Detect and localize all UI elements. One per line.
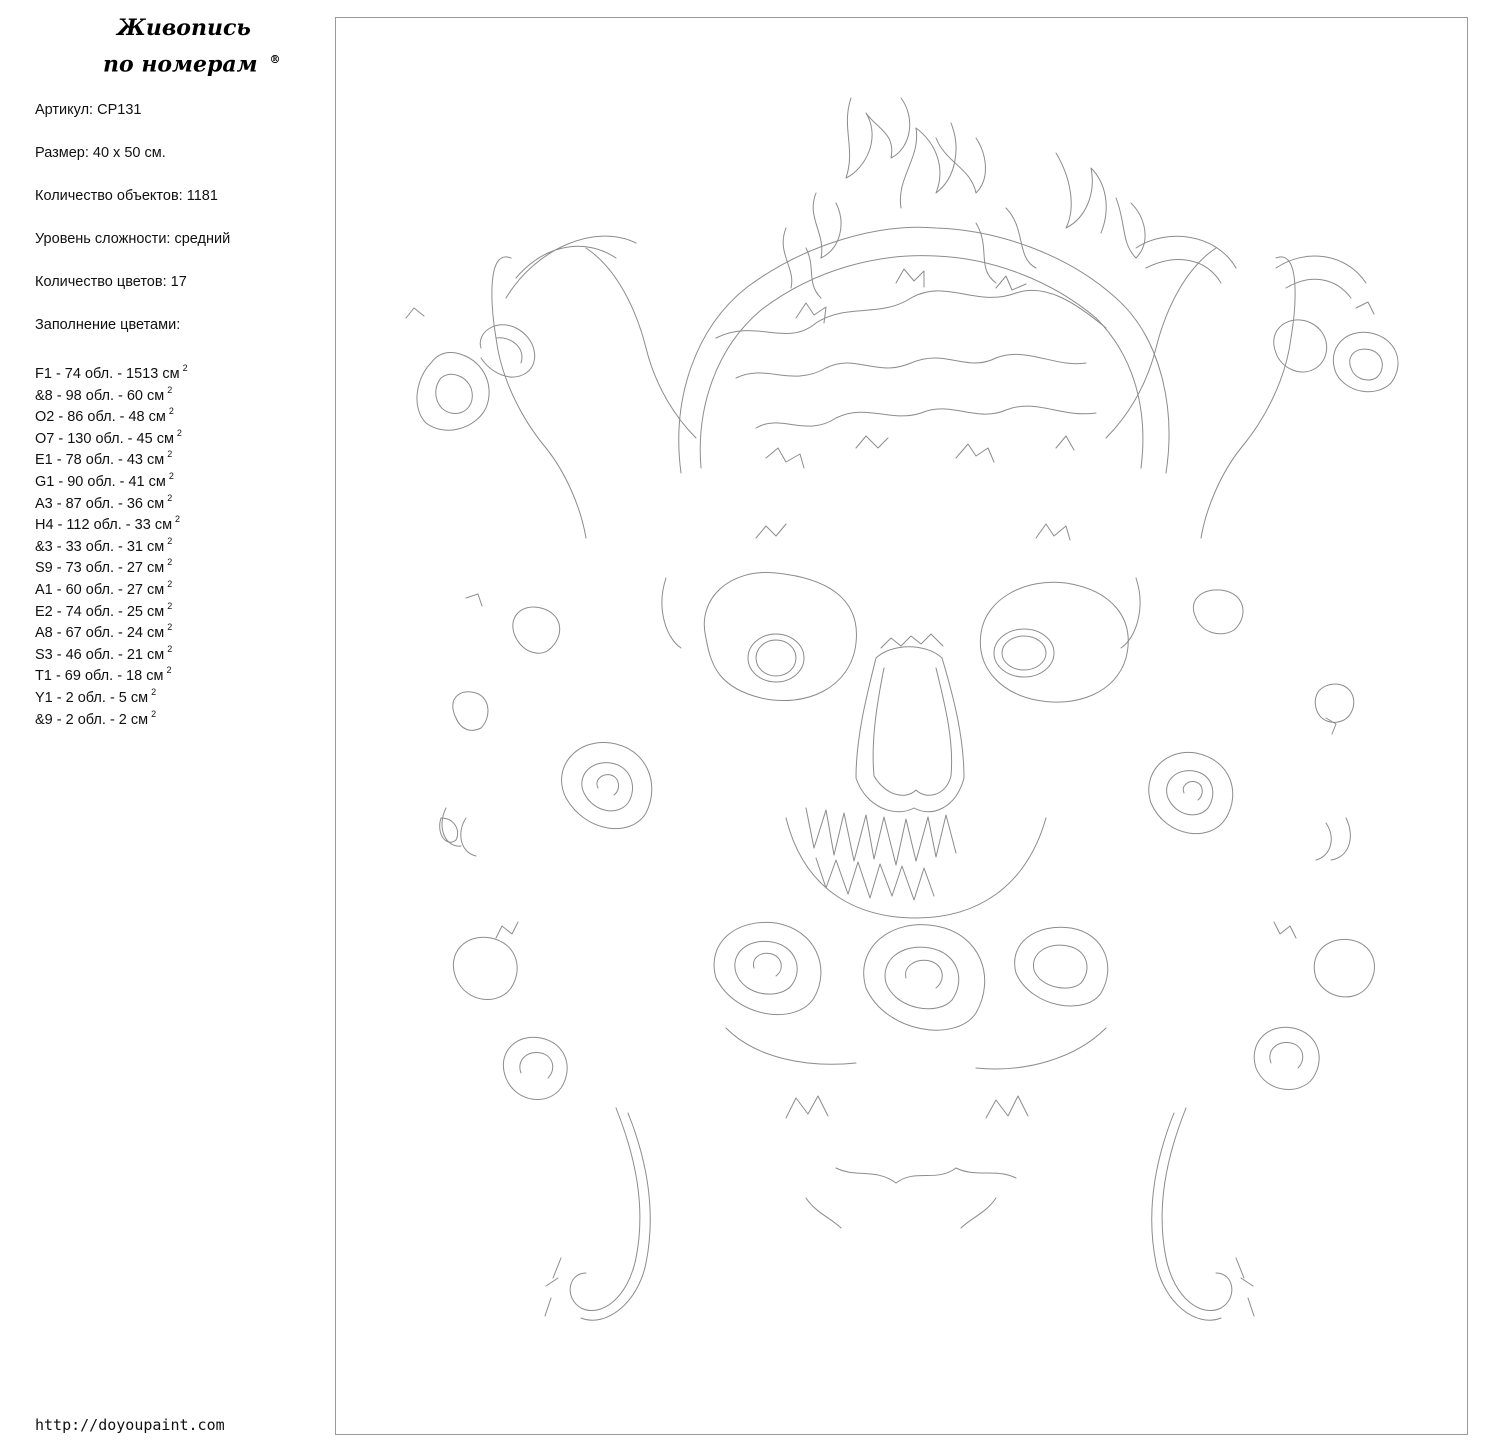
- color-row-text: T1 - 69 обл. - 18 см: [35, 668, 164, 685]
- color-row-unit: 2: [167, 643, 173, 654]
- color-row-text: &9 - 2 обл. - 2 см: [35, 711, 149, 728]
- color-row: [35, 380, 315, 402]
- product-info: [35, 100, 315, 358]
- color-row-unit: 2: [175, 514, 181, 525]
- color-row: [35, 444, 315, 469]
- objects-count-label: Количество объектов: 1181: [35, 188, 218, 204]
- skull-dome: [679, 227, 1169, 473]
- website-link[interactable]: http://doyoupaint.com: [35, 1416, 225, 1434]
- color-row-unit: 2: [167, 384, 173, 395]
- color-row: [35, 552, 315, 577]
- color-row: [35, 531, 315, 553]
- color-row-text: A1 - 60 обл. - 27 см: [35, 581, 165, 598]
- color-row-unit: 2: [167, 492, 173, 503]
- color-row-unit: 2: [182, 363, 188, 373]
- skull-roses-line-art: [336, 18, 1467, 1434]
- color-row-text: G1 - 90 обл. - 41 см: [35, 473, 166, 490]
- color-row-unit: 2: [166, 665, 172, 676]
- color-row-text: &8 - 98 обл. - 60 см: [35, 387, 165, 404]
- color-row-text: Y1 - 2 обл. - 5 см: [35, 689, 149, 706]
- color-row-text: E2 - 74 обл. - 25 см: [35, 603, 165, 620]
- color-row: [35, 488, 315, 510]
- color-row: [35, 639, 315, 661]
- brand-line2: [60, 44, 310, 80]
- bottom-stems: [545, 1108, 1254, 1320]
- eye-sockets: [704, 572, 1128, 702]
- color-row-text: F1 - 74 обл. - 1513 см: [35, 366, 180, 382]
- color-row-text: E1 - 78 обл. - 43 см: [35, 452, 165, 469]
- left-mid-rose: [442, 607, 652, 856]
- color-row-text: S9 - 73 обл. - 27 см: [35, 560, 165, 577]
- color-row-unit: 2: [167, 600, 173, 611]
- color-row: [35, 682, 315, 704]
- teeth: [786, 808, 1046, 918]
- color-row: [35, 574, 315, 596]
- color-row: [35, 660, 315, 685]
- color-row: [35, 358, 315, 380]
- color-row: [35, 401, 315, 426]
- colors-count-label: Количество цветов: 17: [35, 274, 187, 290]
- color-row: [35, 617, 315, 642]
- color-row-text: H4 - 112 обл. - 33 см: [35, 517, 173, 534]
- brand-line1: Живопись: [117, 15, 251, 41]
- color-row: [35, 466, 315, 488]
- color-row-text: O2 - 86 обл. - 48 см: [35, 409, 166, 426]
- color-fill-list: [35, 358, 315, 728]
- color-row: [35, 704, 315, 726]
- brand-line2-text: по номерам: [103, 51, 258, 78]
- color-row-unit: 2: [151, 708, 157, 719]
- color-row-unit: 2: [168, 406, 174, 417]
- right-mid-rose: [1149, 590, 1354, 860]
- color-row-unit: 2: [167, 535, 173, 546]
- bottom-roses: [714, 922, 1108, 1183]
- color-row-unit: 2: [167, 449, 173, 460]
- color-row-text: A3 - 87 обл. - 36 см: [35, 495, 165, 512]
- fill-heading: Заполнение цветами:: [35, 317, 181, 333]
- color-row-unit: 2: [176, 427, 182, 438]
- nasal-cavity: [856, 634, 964, 812]
- artwork-frame: [335, 17, 1468, 1435]
- color-row-text: A8 - 67 обл. - 24 см: [35, 625, 165, 642]
- color-row: [35, 423, 315, 445]
- color-row-unit: 2: [167, 578, 173, 589]
- lower-side-roses: [453, 937, 1374, 1099]
- size-label: Размер: 40 х 50 см.: [35, 145, 166, 161]
- color-row-text: &3 - 33 обл. - 31 см: [35, 538, 165, 555]
- color-row: [35, 509, 315, 534]
- color-row: [35, 596, 315, 618]
- color-row-unit: 2: [167, 557, 173, 568]
- color-row-unit: 2: [167, 622, 173, 633]
- color-row-text: O7 - 130 обл. - 45 см: [35, 430, 174, 447]
- brand-logo: [60, 12, 310, 80]
- top-right-rose: [1136, 236, 1398, 391]
- registered-mark: ®: [269, 53, 281, 66]
- difficulty-label: Уровень сложности: средний: [35, 231, 231, 247]
- crown-flames: [783, 98, 1145, 298]
- top-left-rose: [417, 236, 636, 430]
- color-row-unit: 2: [168, 470, 174, 481]
- article-label: Артикул: CP131: [35, 102, 142, 118]
- color-row-unit: 2: [151, 686, 157, 697]
- side-vines: [492, 248, 1295, 538]
- color-row-text: S3 - 46 обл. - 21 см: [35, 646, 165, 663]
